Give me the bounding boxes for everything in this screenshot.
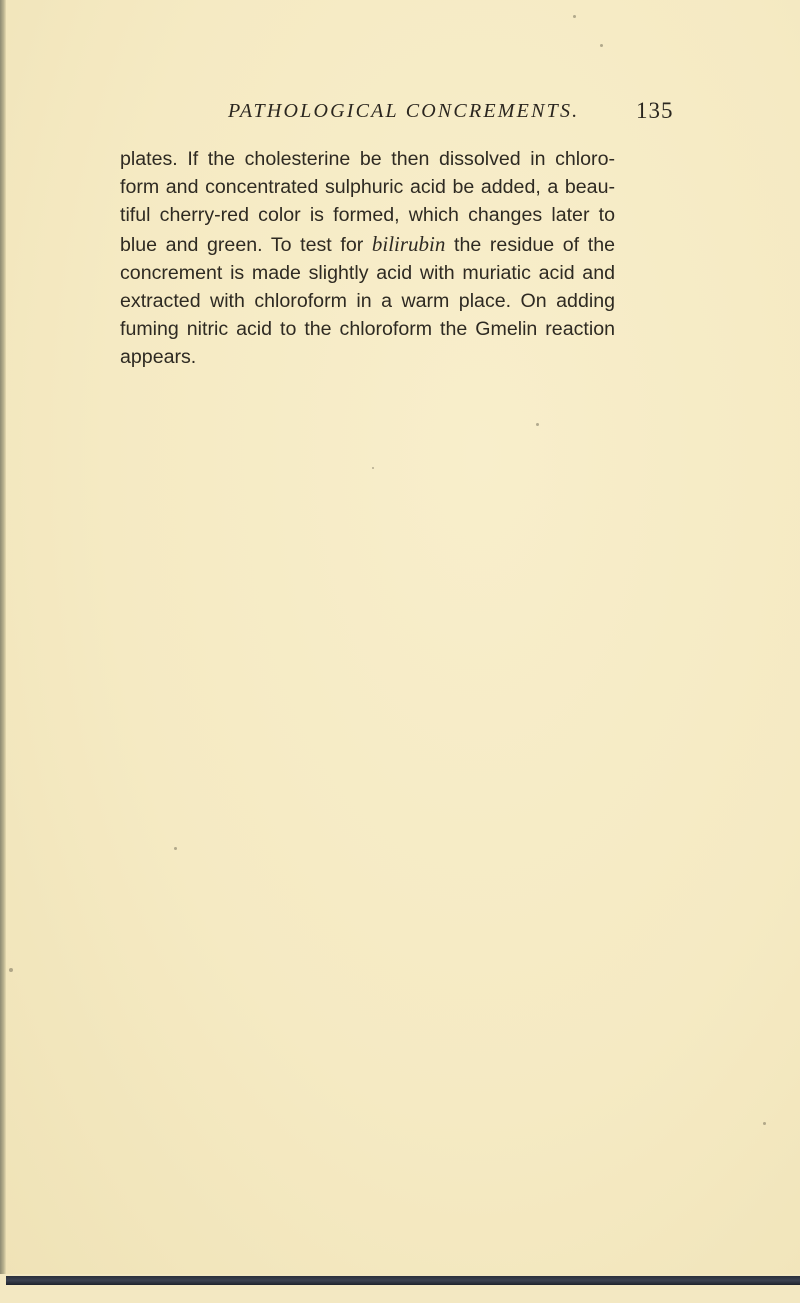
- body-text-part-1: plates. If the cholesterine be then dissolved in chloro-form and concentrated sulphuric acid be added, a beau-tiful cherry-red color is formed, which changes later to blue and green. To test for: [120, 148, 615, 256]
- page-bottom-edge: [0, 1274, 800, 1303]
- body-paragraph: [120, 145, 615, 372]
- running-head-title: PATHOLOGICAL CONCREMENTS.: [228, 100, 580, 122]
- page-spine-edge: [0, 0, 6, 1303]
- paper-speck: [573, 15, 576, 18]
- paper-speck: [9, 968, 13, 972]
- paper-speck: [763, 1122, 766, 1125]
- paper-speck: [536, 423, 539, 426]
- body-text-part-2: the residue of the concrement is made slightly acid with muriatic acid and extracted with chloroform in a warm place. On adding fuming nitric acid to the chloroform the Gmelin reaction appears.: [120, 233, 615, 369]
- paper-speck: [372, 467, 374, 469]
- paper-speck: [600, 44, 603, 47]
- running-head: [0, 100, 800, 134]
- paper-speck: [174, 847, 177, 850]
- body-text-emphasis-bilirubin: bilirubin: [371, 231, 446, 256]
- page-number: 135: [636, 98, 674, 123]
